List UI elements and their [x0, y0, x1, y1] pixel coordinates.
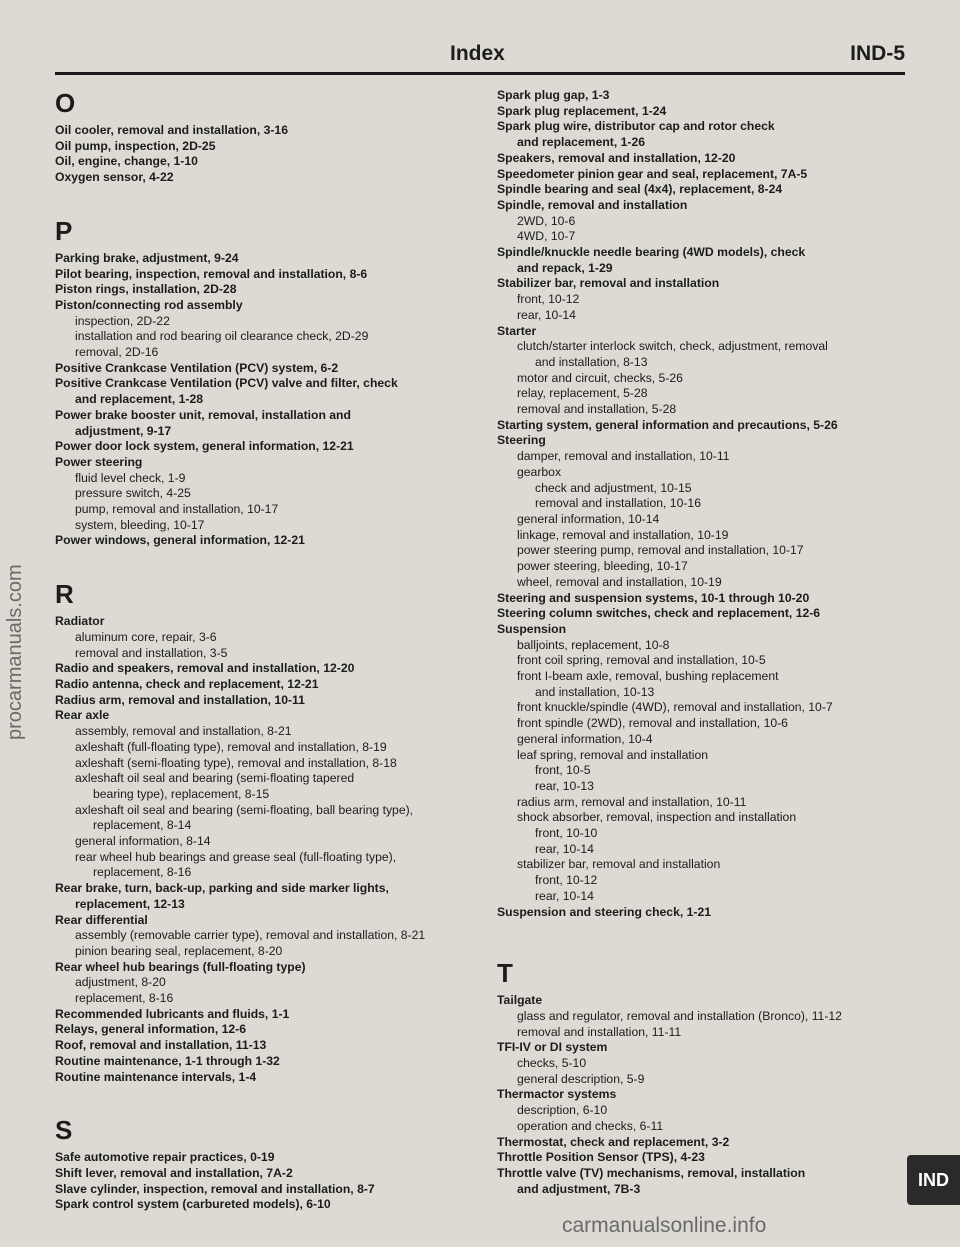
index-entry-continued: and repack, 1-29 — [517, 260, 613, 275]
index-entry: Throttle Position Sensor (TPS), 4-23 — [497, 1150, 705, 1165]
page-title: Index — [450, 42, 505, 65]
index-entry: Oil pump, inspection, 2D-25 — [55, 138, 216, 153]
index-entry: Radio and speakers, removal and installation, 12-20 — [55, 661, 355, 676]
index-entry: Oil, engine, change, 1-10 — [55, 154, 198, 169]
index-subentry: removal and installation, 3-5 — [75, 645, 228, 660]
index-subentry: clutch/starter interlock switch, check, adjustment, removal — [517, 339, 828, 354]
index-subentry-nested: front, 10-12 — [535, 873, 598, 888]
index-entry: Parking brake, adjustment, 9-24 — [55, 250, 239, 265]
index-subentry-nested: replacement, 8-16 — [93, 865, 192, 880]
index-subentry: front spindle (2WD), removal and installation, 10-6 — [517, 716, 788, 731]
index-subentry: aluminum core, repair, 3-6 — [75, 629, 217, 644]
spacer — [55, 186, 475, 216]
index-subentry: axleshaft (semi-floating type), removal and installation, 8-18 — [75, 755, 397, 770]
index-subentry: removal and installation, 5-28 — [517, 402, 677, 417]
index-subentry: assembly, removal and installation, 8-21 — [75, 724, 292, 739]
index-entry: Spindle, removal and installation — [497, 197, 688, 212]
index-subentry: installation and rod bearing oil clearance check, 2D-29 — [75, 329, 369, 344]
index-subentry: power steering, bleeding, 10-17 — [517, 559, 688, 574]
index-entry: Power brake booster unit, removal, installation and — [55, 407, 351, 422]
index-subentry: relay, replacement, 5-28 — [517, 386, 648, 401]
page-number: IND-5 — [850, 42, 905, 65]
index-entry: Thermostat, check and replacement, 3-2 — [497, 1134, 730, 1149]
index-entry: Radio antenna, check and replacement, 12-21 — [55, 676, 319, 691]
index-entry: Piston rings, installation, 2D-28 — [55, 282, 237, 297]
index-column-left — [55, 88, 475, 1213]
index-subentry: wheel, removal and installation, 10-19 — [517, 574, 722, 589]
index-subentry-nested: removal and installation, 10-16 — [535, 496, 701, 511]
bottom-watermark: carmanualsonline.info — [562, 1214, 767, 1237]
section-letter: O — [55, 88, 76, 118]
index-subentry: general information, 8-14 — [75, 834, 211, 849]
index-subentry-nested: rear, 10-13 — [535, 778, 594, 793]
index-entry: TFI-IV or DI system — [497, 1040, 608, 1055]
index-subentry: front, 10-12 — [517, 292, 580, 307]
index-subentry: balljoints, replacement, 10-8 — [517, 637, 670, 652]
index-subentry-nested: front, 10-10 — [535, 826, 598, 841]
index-subentry: general information, 10-4 — [517, 731, 653, 746]
index-subentry: damper, removal and installation, 10-11 — [517, 449, 730, 464]
index-entry: Steering column switches, check and replacement, 12-6 — [497, 606, 821, 621]
index-subentry: general information, 10-14 — [517, 511, 660, 526]
index-subentry: rear wheel hub bearings and grease seal (full-floating type), — [75, 849, 397, 864]
index-subentry-nested: check and adjustment, 10-15 — [535, 480, 692, 495]
index-subentry-nested: rear, 10-14 — [535, 841, 594, 856]
spacer — [55, 1085, 475, 1115]
index-subentry: axleshaft oil seal and bearing (semi-floating tapered — [75, 771, 355, 786]
index-subentry: axleshaft (full-floating type), removal and installation, 8-19 — [75, 739, 387, 754]
index-subentry: removal, 2D-16 — [75, 345, 159, 360]
index-subentry: 4WD, 10-7 — [517, 229, 576, 244]
index-entry: Spindle bearing and seal (4x4), replacement, 8-24 — [497, 182, 783, 197]
index-subentry: general description, 5-9 — [517, 1071, 645, 1086]
index-subentry: stabilizer bar, removal and installation — [517, 857, 721, 872]
index-entry: Power steering — [55, 454, 143, 469]
index-subentry: power steering pump, removal and installation, 10-17 — [517, 543, 804, 558]
index-subentry: system, bleeding, 10-17 — [75, 517, 205, 532]
index-entry: Spark plug wire, distributor cap and rotor check — [497, 119, 775, 134]
index-entry: Steering and suspension systems, 10-1 through 10-20 — [497, 590, 810, 605]
index-subentry: adjustment, 8-20 — [75, 975, 166, 990]
index-entry-continued: and replacement, 1-28 — [75, 392, 204, 407]
index-entry: Starter — [497, 323, 537, 338]
index-entry: Shift lever, removal and installation, 7A-2 — [55, 1165, 293, 1180]
index-subentry: removal and installation, 11-11 — [517, 1024, 682, 1039]
section-letter: S — [55, 1115, 73, 1146]
index-subentry: shock absorber, removal, inspection and installation — [517, 810, 797, 825]
index-entry: Routine maintenance, 1-1 through 1-32 — [55, 1053, 280, 1068]
index-entry: Power door lock system, general information, 12-21 — [55, 439, 354, 454]
index-entry: Spindle/knuckle needle bearing (4WD models), check — [497, 245, 806, 260]
section-letter: R — [55, 579, 74, 610]
index-entry: Suspension and steering check, 1-21 — [497, 904, 712, 919]
index-subentry: axleshaft oil seal and bearing (semi-floating, ball bearing type), — [75, 802, 414, 817]
index-subentry: glass and regulator, removal and installation (Bronco), 11-12 — [517, 1008, 842, 1023]
section-letter: T — [497, 958, 513, 989]
index-subentry: fluid level check, 1-9 — [75, 470, 186, 485]
index-entry: Recommended lubricants and fluids, 1-1 — [55, 1006, 290, 1021]
index-entry: Safe automotive repair practices, 0-19 — [55, 1150, 275, 1165]
index-subentry: description, 6-10 — [517, 1103, 608, 1118]
index-entry: Slave cylinder, inspection, removal and installation, 8-7 — [55, 1181, 375, 1196]
index-subentry: front coil spring, removal and installation, 10-5 — [517, 653, 766, 668]
index-subentry-nested: front, 10-5 — [535, 763, 591, 778]
index-subentry: rear, 10-14 — [517, 307, 576, 322]
section-tab: IND — [907, 1155, 960, 1205]
index-entry: Roof, removal and installation, 11-13 — [55, 1038, 267, 1053]
side-watermark: procarmanuals.com — [4, 564, 26, 740]
index-subentry-nested: bearing type), replacement, 8-15 — [93, 786, 270, 801]
index-entry: Radiator — [55, 614, 105, 629]
index-entry: Starting system, general information and precautions, 5-26 — [497, 417, 838, 432]
header-rule — [55, 72, 905, 75]
index-subentry: inspection, 2D-22 — [75, 313, 170, 328]
index-entry-continued: replacement, 12-13 — [75, 896, 185, 911]
index-subentry: pinion bearing seal, replacement, 8-20 — [75, 943, 283, 958]
index-subentry: radius arm, removal and installation, 10-11 — [517, 794, 747, 809]
spacer — [55, 549, 475, 579]
index-subentry: linkage, removal and installation, 10-19 — [517, 527, 729, 542]
index-subentry: pressure switch, 4-25 — [75, 486, 191, 501]
index-entry: Rear differential — [55, 912, 148, 927]
index-entry: Spark plug gap, 1-3 — [497, 88, 610, 102]
index-entry: Throttle valve (TV) mechanisms, removal, installation — [497, 1166, 806, 1180]
spacer — [497, 920, 917, 958]
index-entry: Radius arm, removal and installation, 10-11 — [55, 692, 305, 707]
index-entry: Speedometer pinion gear and seal, replacement, 7A-5 — [497, 166, 808, 181]
index-subentry: replacement, 8-16 — [75, 991, 174, 1006]
index-entry-continued: adjustment, 9-17 — [75, 423, 172, 438]
index-subentry-nested: and installation, 8-13 — [535, 354, 648, 369]
index-entry: Pilot bearing, inspection, removal and installation, 8-6 — [55, 266, 368, 281]
index-entry: Oxygen sensor, 4-22 — [55, 170, 174, 185]
section-letter: P — [55, 215, 73, 246]
index-entry: Relays, general information, 12-6 — [55, 1022, 247, 1037]
index-entry: Positive Crankcase Ventilation (PCV) system, 6-2 — [55, 360, 339, 375]
index-entry: Rear wheel hub bearings (full-floating type) — [55, 959, 306, 974]
index-entry: Positive Crankcase Ventilation (PCV) valve and filter, check — [55, 376, 398, 391]
index-entry-continued: and replacement, 1-26 — [517, 135, 646, 150]
index-subentry: pump, removal and installation, 10-17 — [75, 502, 279, 517]
index-entry: Suspension — [497, 621, 567, 636]
index-subentry-nested: replacement, 8-14 — [93, 818, 192, 833]
index-entry: Power windows, general information, 12-21 — [55, 533, 305, 548]
index-entry: Spark plug replacement, 1-24 — [497, 103, 667, 118]
index-column-right — [497, 88, 917, 1197]
index-entry: Oil cooler, removal and installation, 3-16 — [55, 123, 288, 137]
page-header — [55, 40, 905, 70]
index-entry: Thermactor systems — [497, 1087, 617, 1102]
index-entry: Stabilizer bar, removal and installation — [497, 276, 720, 291]
index-subentry: assembly (removable carrier type), removal and installation, 8-21 — [75, 928, 426, 943]
index-entry: Speakers, removal and installation, 12-20 — [497, 150, 736, 165]
index-subentry: gearbox — [517, 464, 562, 479]
index-entry: Tailgate — [497, 993, 543, 1008]
index-subentry: operation and checks, 6-11 — [517, 1118, 664, 1133]
index-entry: Rear axle — [55, 708, 110, 723]
index-subentry: front I-beam axle, removal, bushing replacement — [517, 669, 779, 684]
index-entry: Spark control system (carbureted models), 6-10 — [55, 1197, 331, 1212]
index-entry: Steering — [497, 433, 546, 448]
index-subentry: motor and circuit, checks, 5-26 — [517, 370, 683, 385]
index-subentry: leaf spring, removal and installation — [517, 747, 709, 762]
index-entry-continued: and adjustment, 7B-3 — [517, 1181, 641, 1196]
index-entry: Rear brake, turn, back-up, parking and side marker lights, — [55, 881, 389, 896]
index-subentry: 2WD, 10-6 — [517, 213, 576, 228]
index-entry: Piston/connecting rod assembly — [55, 297, 243, 312]
index-entry: Routine maintenance intervals, 1-4 — [55, 1069, 257, 1084]
index-subentry-nested: rear, 10-14 — [535, 888, 594, 903]
index-subentry: front knuckle/spindle (4WD), removal and installation, 10-7 — [517, 700, 833, 715]
index-subentry-nested: and installation, 10-13 — [535, 684, 655, 699]
index-subentry: checks, 5-10 — [517, 1056, 587, 1071]
